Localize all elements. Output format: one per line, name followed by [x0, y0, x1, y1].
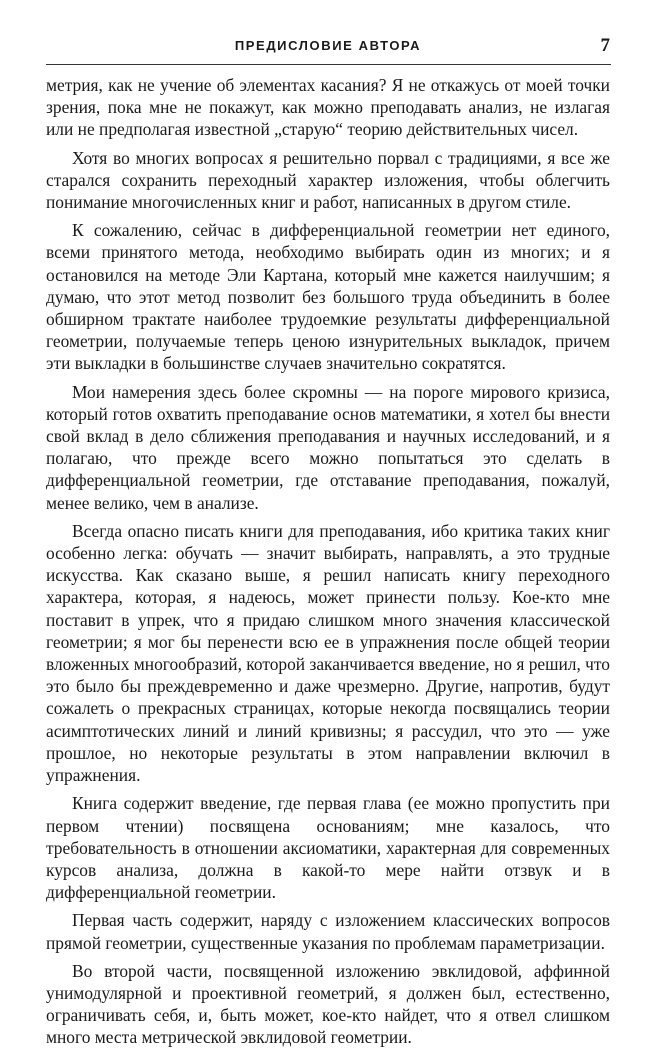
paragraph: Хотя во многих вопросах я решительно порвал с традициями, я все же старался сохранить переходный характер изложения, чтобы облегчить понимание многочисленных книг и работ, написанных в другом стиле. [46, 147, 610, 213]
page-number: 7 [600, 35, 610, 56]
paragraph: Мои намерения здесь более скромны — на пороге мирового кризиса, который готов охватить преподавание основ математики, я хотел бы внести свой вклад в дело сближения преподавания и научных исследований, и я полагаю, что прежде всего можно попытаться это сделать в дифференциальной геометрии, где отставание преподавания, пожалуй, менее велико, чем в анализе. [46, 381, 610, 513]
paragraph: Во второй части, посвященной изложению эвклидовой, аффинной унимодулярной и проективной геометрий, я должен был, естественно, ограничивать себя, и, быть может, кое-кто найдет, что я отвел слишком много места метрической эвклидовой геометрии. [46, 960, 610, 1048]
running-head [0, 35, 656, 60]
paragraph: К сожалению, сейчас в дифференциальной геометрии нет единого, всеми принятого метода, необходимо выбирать один из многих; и я остановился на методе Эли Картана, который мне кажется наилучшим; я думаю, что этот метод позволит без большого труда объединить в более обширном трактате наиболее трудоемкие результаты дифференциальной геометрии, получаемые теперь ценою изнурительных выкладок, причем эти выкладки в большинстве случаев значительно сократятся. [46, 220, 610, 374]
paragraph: Первая часть содержит, наряду с изложением классических вопросов прямой геометрии, существенные указания по проблемам параметризации. [46, 910, 610, 953]
paragraph: Всегда опасно писать книги для преподавания, ибо критика таких книг особенно легка: обучать — значит выбирать, направлять, а это трудные искусства. Как сказано выше, я решил написать книгу переходного характера, которая, я надеюсь, может принести пользу. Кое-кто мне поставит в упрек, что я придаю слишком много значения классической геометрии; я мог бы перенести всю ее в упражнения после общей теории вложенных многообразий, которой заканчивается введение, но я решил, что это было бы преждевременно и даже чрезмерно. Другие, напротив, будут сожалеть о прекрасных страницах, которые некогда посвящались теории асимптотических линий и линий кривизны; я рассудил, что это — уже прошлое, но некоторые результаты в этом направлении включил в упражнения. [46, 520, 610, 786]
paragraph-continuation: метрия, как не учение об элементах касания? Я не откажусь от моей точки зрения, пока мне не покажут, как можно преподавать анализ, не излагая или не предполагая известной „старую“ теорию действительных чисел. [46, 75, 610, 140]
header-rule [46, 64, 611, 65]
body-text [46, 74, 610, 1055]
running-head-title: ПРЕДИСЛОВИЕ АВТОРА [234, 38, 422, 53]
paragraph: Книга содержит введение, где первая глава (ее можно пропустить при первом чтении) посвящена основаниям; мне казалось, что требовательность в отношении аксиоматики, характерная для современных курсов анализа, должна в какой-то мере найти отзвук и в дифференциальной геометрии. [46, 793, 610, 903]
